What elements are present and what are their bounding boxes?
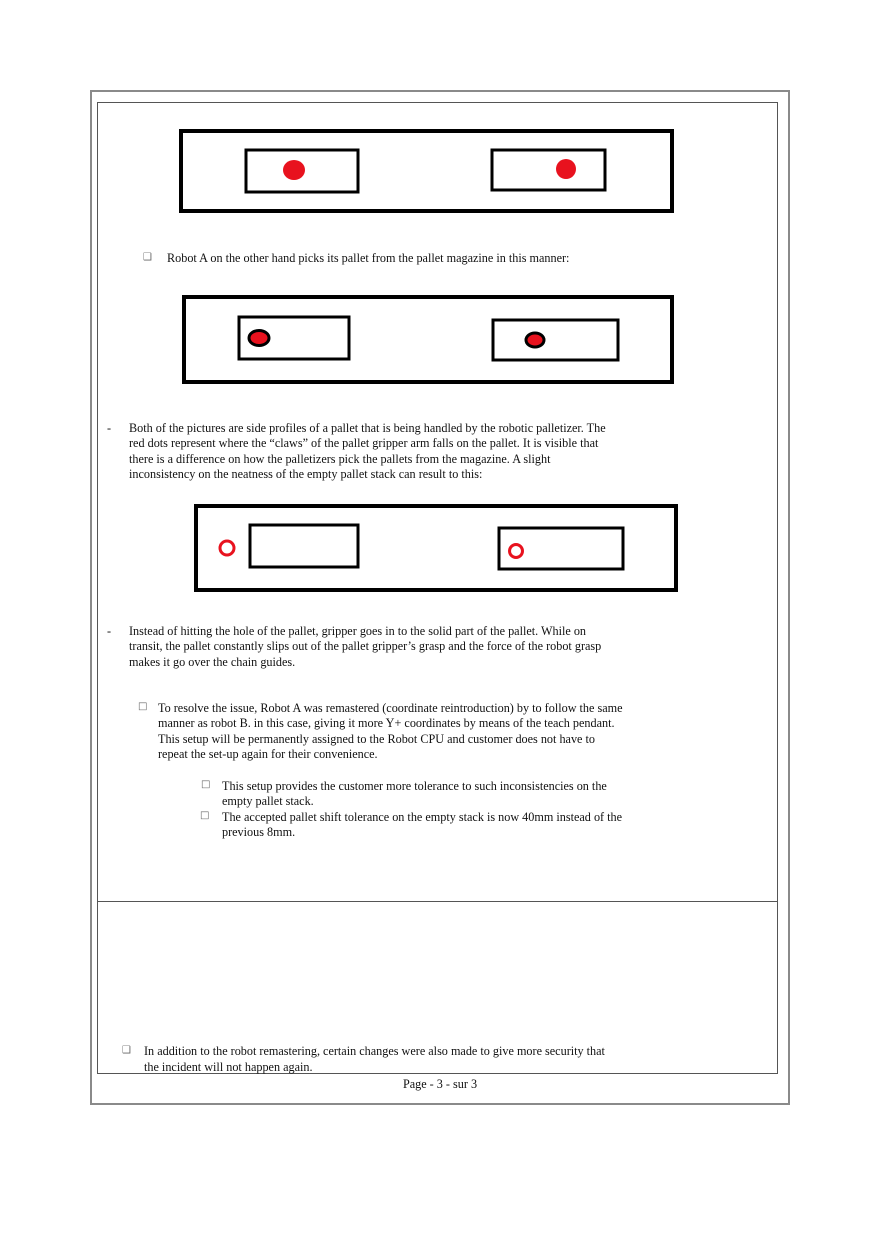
gripper-dot-right [510, 545, 523, 558]
italic-bullet-icon: □ [200, 810, 210, 821]
both-pictures-line-1: Both of the pictures are side profiles of a pallet that is being handled by the robotic palletizer. The [129, 421, 606, 435]
pallet-hole-right [493, 320, 618, 360]
gripper-dot-left [249, 331, 269, 346]
dash-bullet: - [107, 421, 112, 435]
addition-line-2: the incident will not happen again. [144, 1060, 313, 1074]
tolerance-1-line-1: This setup provides the customer more tolerance to such inconsistencies on the [222, 779, 607, 793]
gripper-dot-left [220, 541, 234, 555]
check-bullet-icon: □ [138, 701, 148, 712]
check-bullet-icon: □ [201, 779, 211, 790]
box-bullet-icon: ❑ [143, 252, 152, 263]
pallet-outline [196, 506, 676, 590]
instead-line-3: makes it go over the chain guides. [129, 655, 296, 669]
pallet-hole-right [492, 150, 605, 190]
dash-bullet: - [107, 624, 112, 638]
tolerance-2-line-2: previous 8mm. [222, 825, 296, 839]
robot-a-intro-text: Robot A on the other hand picks its pallet from the pallet magazine in this manner: [167, 251, 570, 265]
pallet-hole-right [499, 528, 623, 569]
instead-line-1: Instead of hitting the hole of the pallet, gripper goes in to the solid part of the pallet. While on [129, 624, 587, 638]
instead-line-2: transit, the pallet constantly slips out of the pallet gripper’s grasp and the force of the robot grasp [129, 639, 602, 653]
addition-line-1: In addition to the robot remastering, certain changes were also made to give more security that [144, 1044, 605, 1058]
gripper-dot-right [526, 333, 544, 347]
pallet-outline [181, 131, 672, 211]
resolve-line-3: This setup will be permanently assigned to the Robot CPU and customer does not have to [158, 732, 595, 746]
tolerance-1-line-2: empty pallet stack. [222, 794, 314, 808]
both-pictures-line-2: red dots represent where the “claws” of the pallet gripper arm falls on the pallet. It is visible that [129, 436, 599, 450]
resolve-line-2: manner as robot B. in this case, giving it more Y+ coordinates by means of the teach pendant. [158, 716, 615, 730]
tolerance-2-line-1: The accepted pallet shift tolerance on the empty stack is now 40mm instead of the [222, 810, 623, 824]
both-pictures-line-4: inconsistency on the neatness of the empty pallet stack can result to this: [129, 467, 483, 481]
page-number: Page - 3 - sur 3 [402, 1077, 478, 1091]
gripper-dot-right [556, 159, 576, 179]
gripper-dot-left [283, 160, 305, 180]
section-divider [97, 901, 778, 902]
pallet-hole-left [250, 525, 358, 567]
resolve-line-4: repeat the set-up again for their convenience. [158, 747, 378, 761]
box-bullet-icon: ❑ [122, 1045, 131, 1056]
both-pictures-line-3: there is a difference on how the palletizers pick the pallets from the magazine. A slight [129, 452, 551, 466]
resolve-line-1: To resolve the issue, Robot A was remastered (coordinate reintroduction) by to follow the same [158, 701, 623, 715]
pallet-figure-robot-a [181, 293, 677, 386]
pallet-figure-misaligned [193, 503, 679, 595]
pallet-figure-robot-b [178, 128, 678, 216]
